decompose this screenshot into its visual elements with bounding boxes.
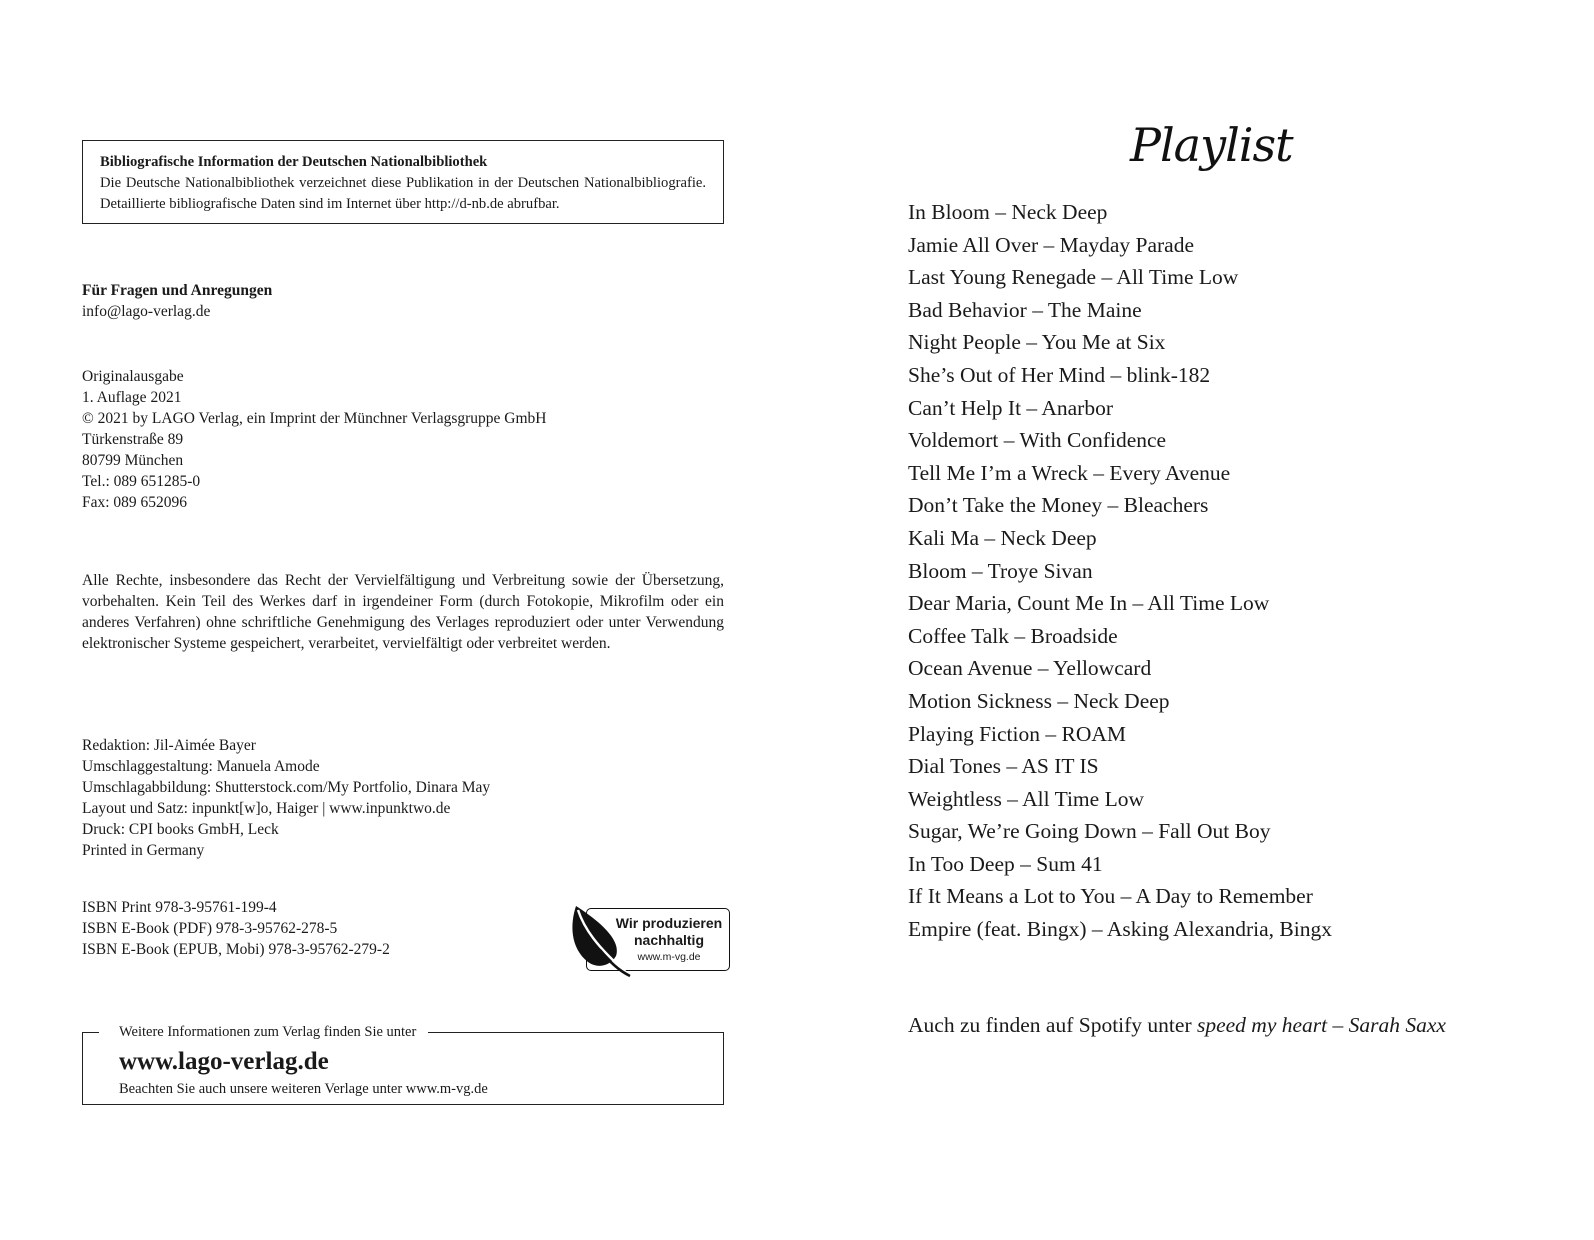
edition-line: Fax: 089 652096 (82, 494, 188, 511)
song-item: Motion Sickness – Neck Deep (908, 688, 1170, 713)
song-item: Jamie All Over – Mayday Parade (908, 232, 1194, 257)
spotify-playlist-name: speed my heart – Sarah Saxx (1196, 1013, 1446, 1037)
song-item: Coffee Talk – Broadside (908, 623, 1118, 648)
song-item: Bad Behavior – The Maine (908, 297, 1142, 322)
credit-line: Umschlaggestaltung: Manuela Amode (82, 758, 320, 775)
song-item: She’s Out of Her Mind – blink-182 (908, 362, 1211, 387)
contact-block (82, 280, 272, 322)
song-item: Playing Fiction – ROAM (908, 721, 1127, 746)
song-item: Kali Ma – Neck Deep (908, 525, 1097, 550)
song-item: In Bloom – Neck Deep (908, 200, 1108, 224)
song-item: In Too Deep – Sum 41 (908, 851, 1103, 876)
publisher-website-link[interactable]: www.lago-verlag.de (119, 1048, 329, 1075)
isbn-line: ISBN E-Book (EPUB, Mobi) 978-3-95762-279-2 (82, 941, 390, 958)
credit-line: Redaktion: Jil-Aimée Bayer (82, 737, 256, 754)
song-item: Ocean Avenue – Yellowcard (908, 656, 1152, 681)
biblio-text: Die Deutsche Nationalbibliothek verzeichnet diese Publikation in der Deutschen Nationalbibliografie. Detaillierte bibliografische Daten sind im Internet über http://d-nb.de abrufbar. (100, 175, 706, 212)
edition-block (82, 366, 547, 513)
edition-line: Originalausgabe (82, 368, 184, 385)
rights-notice: Alle Rechte, insbesondere das Recht der Vervielfältigung und Verbreitung sowie der Übersetzung, vorbehalten. Kein Teil des Werkes darf in irgendeiner Form (durch Fotokopie, Mikrofilm oder ein anderes Verfahren) ohne schriftliche Genehmigung des Verlages reproduziert oder unter Verwendung elektronischer Systeme gespeichert, verarbeitet, vervielfältigt oder verbreitet werden. (82, 572, 724, 652)
spotify-prefix: Auch zu finden auf Spotify unter (908, 1013, 1197, 1037)
contact-email: info@lago-verlag.de (82, 303, 211, 320)
edition-line: Türkenstraße 89 (82, 431, 184, 448)
song-item: Bloom – Troye Sivan (908, 558, 1093, 583)
contact-title: Für Fragen und Anregungen (82, 282, 273, 299)
credit-line: Druck: CPI books GmbH, Leck (82, 821, 279, 838)
credit-line: Layout und Satz: inpunkt[w]o, Haiger | www.inpunktwo.de (82, 800, 451, 817)
leaf-icon (570, 904, 632, 978)
isbn-block (82, 897, 390, 960)
publisher-info-box (82, 1024, 724, 1105)
song-item: Night People – You Me at Six (908, 330, 1166, 355)
spotify-note (908, 1010, 1446, 1040)
playlist-title: Playlist (1130, 118, 1293, 172)
song-item: Dial Tones – AS IT IS (908, 754, 1099, 779)
credit-line: Umschlagabbildung: Shutterstock.com/My Portfolio, Dinara May (82, 779, 491, 796)
credit-line: Printed in Germany (82, 842, 205, 859)
song-item: If It Means a Lot to You – A Day to Remember (908, 884, 1313, 909)
edition-line: © 2021 by LAGO Verlag, ein Imprint der Münchner Verlagsgruppe GmbH (82, 410, 547, 427)
song-item: Empire (feat. Bingx) – Asking Alexandria, Bingx (908, 917, 1332, 942)
song-item: Weightless – All Time Low (908, 786, 1144, 811)
song-item: Tell Me I’m a Wreck – Every Avenue (908, 460, 1231, 485)
badge-line-3: www.m-vg.de (637, 951, 701, 963)
edition-line: 80799 München (82, 452, 184, 469)
song-item: Dear Maria, Count Me In – All Time Low (908, 591, 1270, 616)
song-item: Last Young Renegade – All Time Low (908, 265, 1239, 290)
biblio-title: Bibliografische Information der Deutschen Nationalbibliothek (100, 154, 488, 170)
edition-line: 1. Auflage 2021 (82, 389, 182, 406)
isbn-line: ISBN Print 978-3-95761-199-4 (82, 899, 277, 916)
publisher-note: Beachten Sie auch unsere weiteren Verlage unter www.m-vg.de (119, 1081, 488, 1097)
biblio-info-box (82, 140, 724, 224)
isbn-line: ISBN E-Book (PDF) 978-3-95762-278-5 (82, 920, 338, 937)
publisher-info-legend: Weitere Informationen zum Verlag finden Sie unter (99, 1022, 428, 1042)
badge-line-1: Wir produzieren (615, 915, 723, 931)
song-item: Can’t Help It – Anarbor (908, 395, 1114, 420)
song-item: Voldemort – With Confidence (908, 428, 1167, 453)
badge-line-2: nachhaltig (633, 932, 704, 948)
sustainability-badge (570, 904, 730, 974)
song-item: Sugar, We’re Going Down – Fall Out Boy (908, 819, 1271, 844)
song-item: Don’t Take the Money – Bleachers (908, 493, 1209, 518)
song-list (908, 196, 1332, 946)
credits-block (82, 735, 490, 861)
edition-line: Tel.: 089 651285-0 (82, 473, 201, 490)
